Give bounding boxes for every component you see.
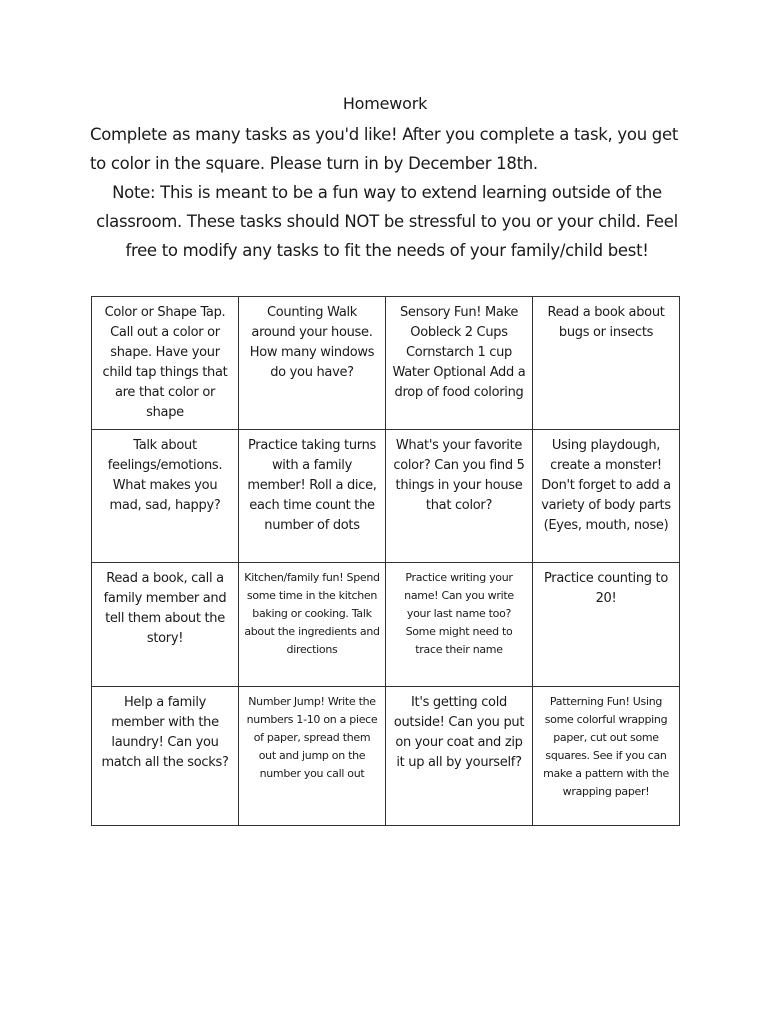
task-cell: Talk about feelings/emotions. What makes you mad, sad, happy? [92, 430, 239, 563]
grid-row [92, 563, 680, 687]
task-cell: Read a book about bugs or insects [533, 297, 680, 430]
task-cell: Using playdough, create a monster! Don't forget to add a variety of body parts (Eyes, mouth, nose) [533, 430, 680, 563]
task-grid [91, 296, 680, 826]
task-cell: Color or Shape Tap. Call out a color or shape. Have your child tap things that are that color or shape [92, 297, 239, 430]
task-cell: Practice taking turns with a family member! Roll a dice, each time count the number of dots [239, 430, 386, 563]
page-title: Homework [342, 94, 428, 113]
task-cell: Kitchen/family fun! Spend some time in the kitchen baking or cooking. Talk about the ingredients and directions [239, 563, 386, 687]
task-cell: Patterning Fun! Using some colorful wrapping paper, cut out some squares. See if you can make a pattern with the wrapping paper! [533, 687, 680, 826]
grid-row [92, 687, 680, 826]
intro-text: Complete as many tasks as you'd like! After you complete a task, you get to color in the square. Please turn in by December 18th. [90, 125, 678, 173]
grid-row [92, 430, 680, 563]
task-cell: Read a book, call a family member and tell them about the story! [92, 563, 239, 687]
task-cell: Sensory Fun! Make Oobleck 2 Cups Cornstarch 1 cup Water Optional Add a drop of food coloring [386, 297, 533, 430]
grid-row [92, 297, 680, 430]
task-cell: Counting Walk around your house. How many windows do you have? [239, 297, 386, 430]
task-cell: Help a family member with the laundry! Can you match all the socks? [92, 687, 239, 826]
task-cell: Practice counting to 20! [533, 563, 680, 687]
task-cell: It's getting cold outside! Can you put on your coat and zip it up all by yourself? [386, 687, 533, 826]
note-text: Note: This is meant to be a fun way to extend learning outside of the classroom. These tasks should NOT be stressful to you or your child. Feel free to modify any tasks to fit the needs of your family/child best! [96, 183, 678, 260]
task-cell: What's your favorite color? Can you find 5 things in your house that color? [386, 430, 533, 563]
task-cell: Practice writing your name! Can you write your last name too? Some might need to trace their name [386, 563, 533, 687]
task-cell: Number Jump! Write the numbers 1-10 on a piece of paper, spread them out and jump on the number you call out [239, 687, 386, 826]
